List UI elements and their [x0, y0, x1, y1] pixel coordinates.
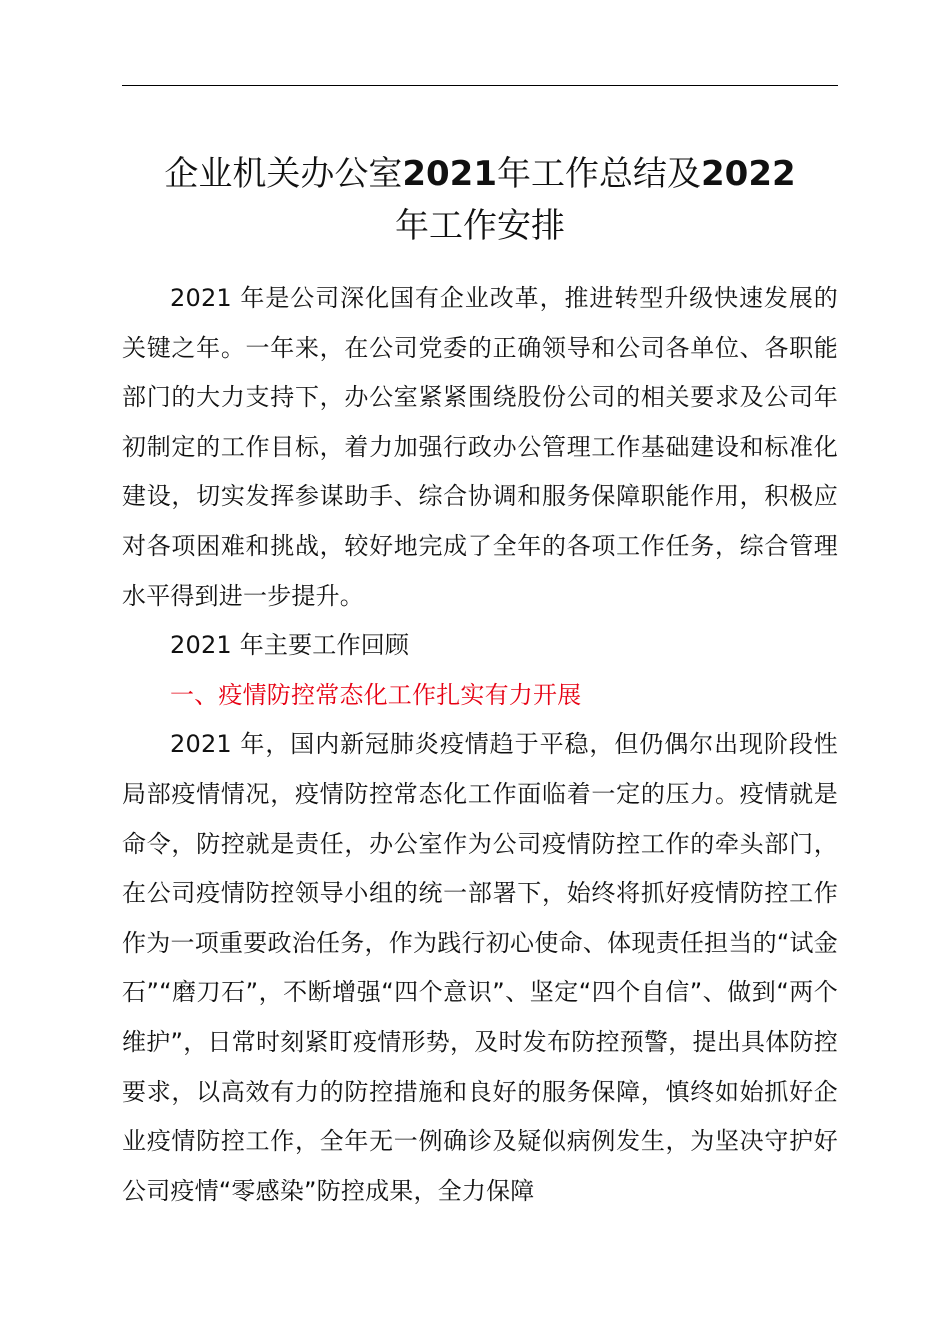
section-1-paragraph: 2021 年，国内新冠肺炎疫情趋于平稳，但仍偶尔出现阶段性局部疫情情况，疫情防控常态化工作面临着一定的压力。疫情就是命令，防控就是责任，办公室作为公司疫情防控工作的牵头部门，在公司疫情防控领导小组的统一部署下，始终将抓好疫情防控工作作为一项重要政治任务，作为践行初心使命、体现责任担当的“试金石”“磨刀石”，不断增强“四个意识”、坚定“四个自信”、做到“两个维护”，日常时刻紧盯疫情形势，及时发布防控预警，提出具体防控要求，以高效有力的防控措施和良好的服务保障，慎终如始抓好企业疫情防控工作，全年无一例确诊及疑似病例发生，为坚决守护好公司疫情“零感染”防控成果，全力保障 [122, 730, 838, 1205]
document-body [122, 274, 838, 1216]
section-heading-1: 一、疫情防控常态化工作扎实有力开展 [170, 680, 582, 709]
section-title: 2021 年主要工作回顾 [170, 631, 410, 660]
header-rule [122, 85, 838, 86]
title-line-2: 年工作安排 [395, 206, 565, 246]
document-title [122, 148, 838, 252]
title-line-1: 企业机关办公室2021年工作总结及2022 [164, 154, 796, 194]
intro-paragraph: 2021 年是公司深化国有企业改革，推进转型升级快速发展的关键之年。一年来，在公司党委的正确领导和公司各单位、各职能部门的大力支持下，办公室紧紧围绕股份公司的相关要求及公司年初制定的工作目标，着力加强行政办公管理工作基础建设和标准化建设，切实发挥参谋助手、综合协调和服务保障职能作用，积极应对各项困难和挑战，较好地完成了全年的各项工作任务，综合管理水平得到进一步提升。 [122, 284, 838, 610]
